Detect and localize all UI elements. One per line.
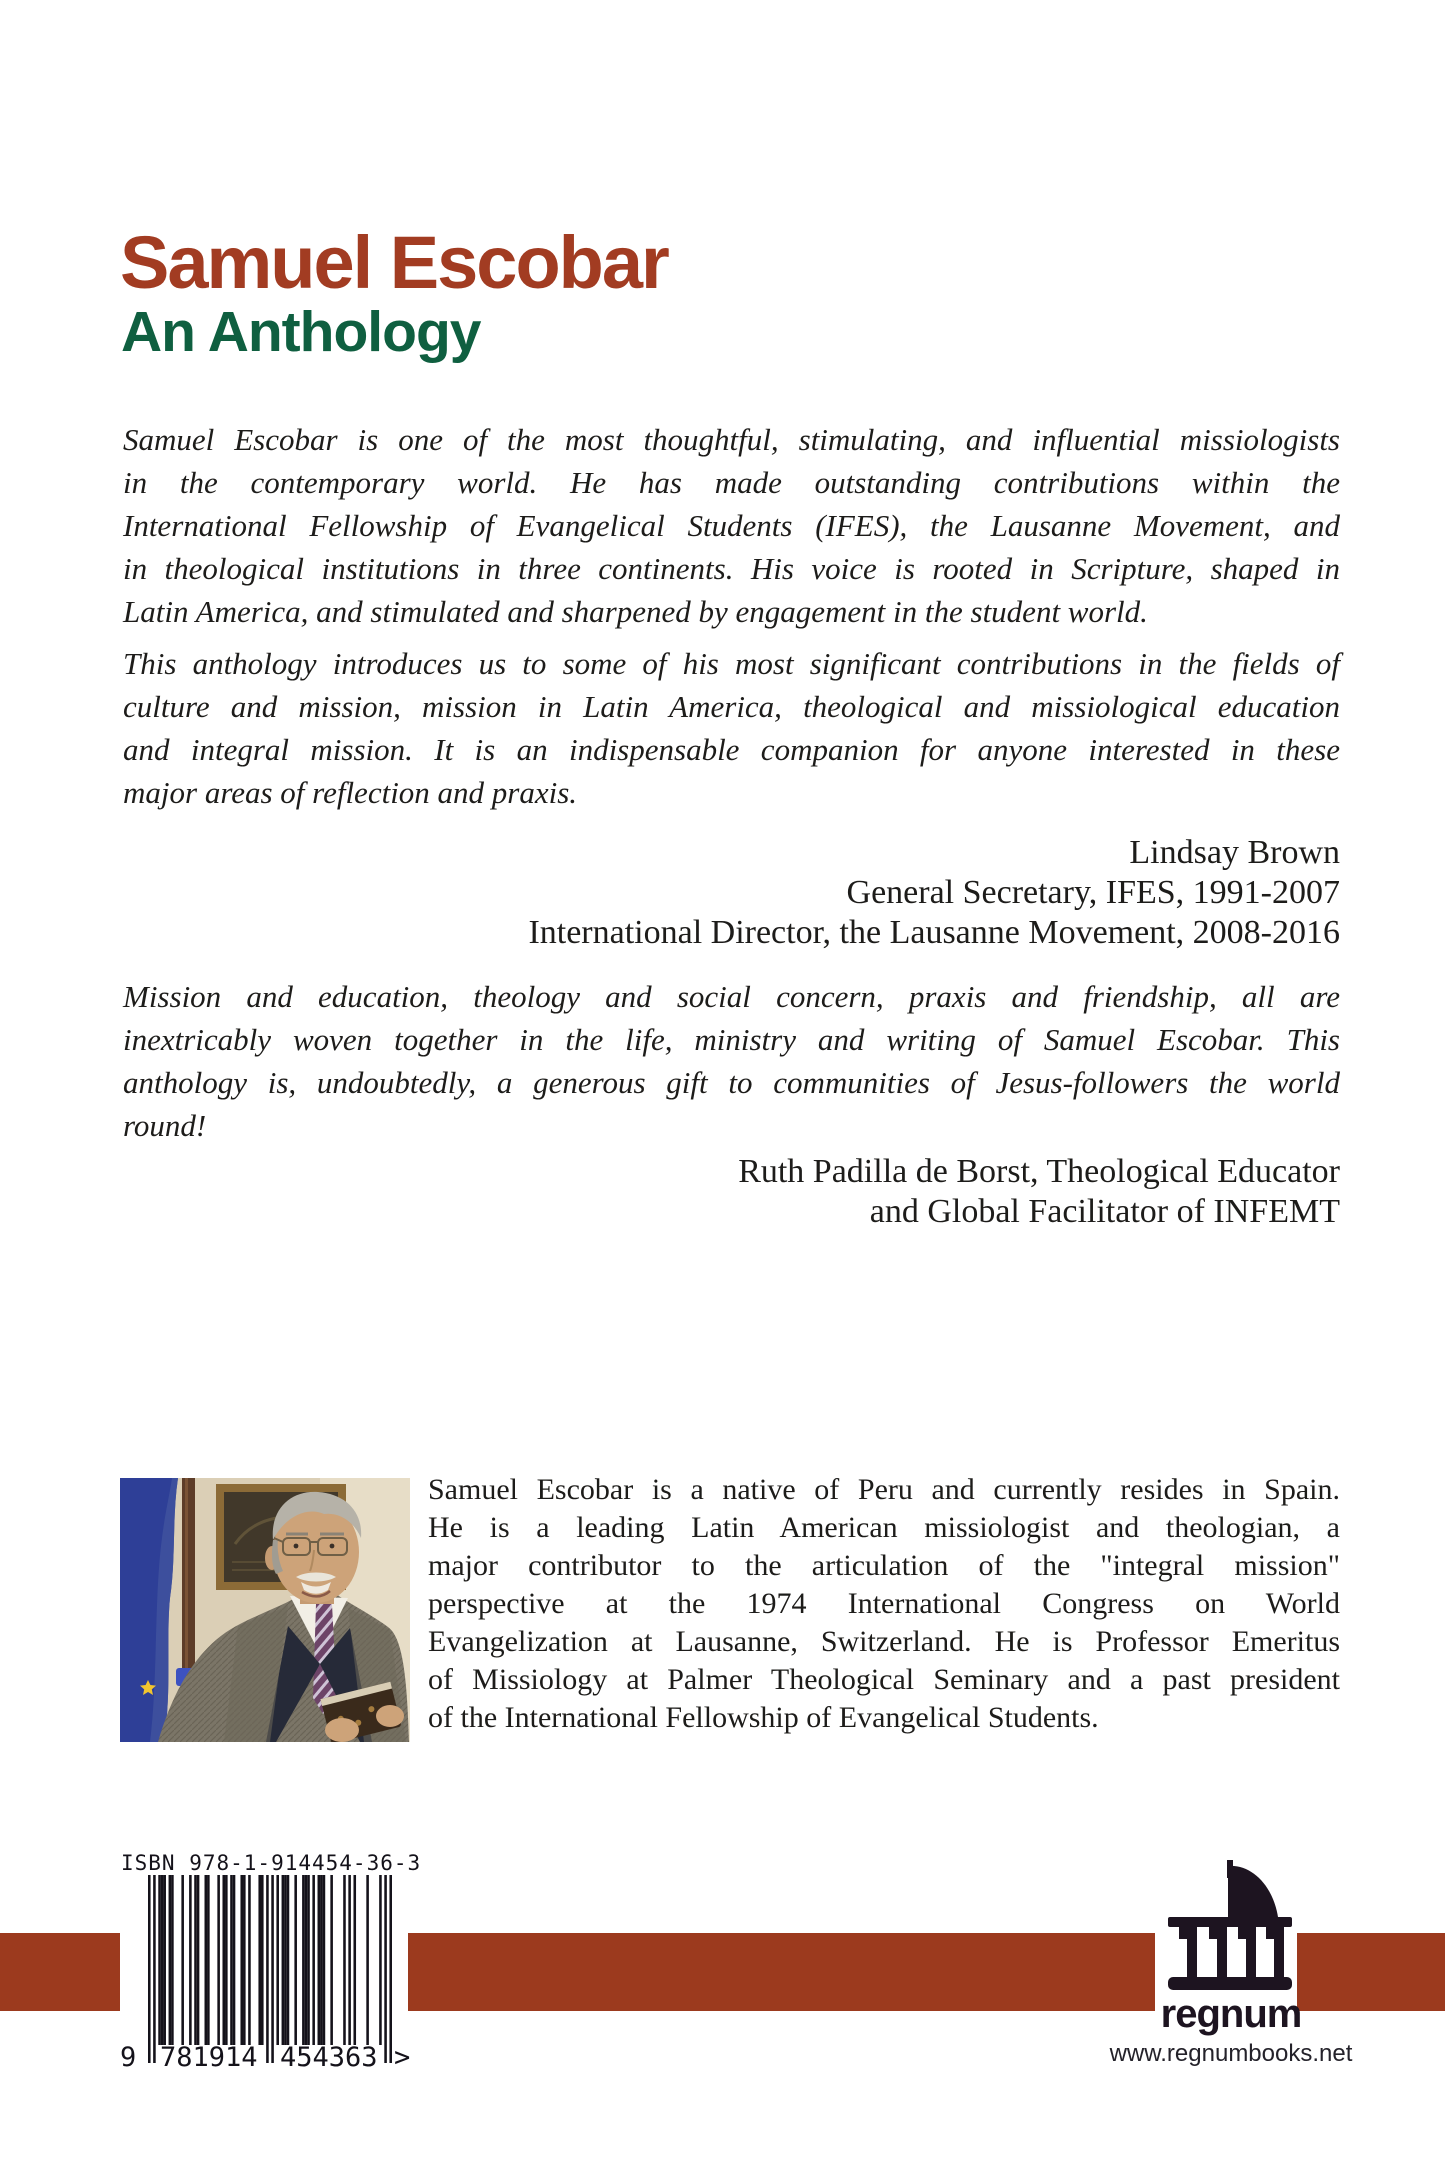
text-line: of the International Fellowship of Evangelical Students. xyxy=(428,1701,1099,1734)
barcode-digits-left: 781914 xyxy=(160,2042,258,2073)
endorsement-1-attribution xyxy=(240,833,1340,953)
text-line: major areas of reflection and praxis. xyxy=(123,775,578,810)
endorsement-2-attribution xyxy=(240,1152,1340,1232)
text-line: Samuel Escobar is a native of Peru and currently resides in Spain. xyxy=(428,1473,1340,1506)
text-line: Evangelization at Lausanne, Switzerland. He is Professor Emeritus xyxy=(428,1625,1340,1658)
text-line: and integral mission. It is an indispensable companion for anyone interested in these xyxy=(123,732,1340,767)
text-line: of Missiology at Palmer Theological Seminary and a past president xyxy=(428,1663,1340,1696)
text-line: inextricably woven together in the life, ministry and writing of Samuel Escobar. This xyxy=(123,1022,1340,1057)
text-line: Ruth Padilla de Borst, Theological Educator xyxy=(738,1153,1340,1190)
text-line: anthology is, undoubtedly, a generous gift to communities of Jesus-followers the world xyxy=(123,1065,1340,1100)
book-title: Samuel Escobar xyxy=(120,221,668,304)
barcode-digit-first: 9 xyxy=(120,2042,137,2073)
text-line: in theological institutions in three continents. His voice is rooted in Scripture, shaped in xyxy=(123,551,1340,586)
book-subtitle: An Anthology xyxy=(121,300,481,364)
text-line: Mission and education, theology and social concern, praxis and friendship, all are xyxy=(123,979,1340,1014)
text-line: He is a leading Latin American missiologist and theologian, a xyxy=(428,1511,1340,1544)
barcode-digits-right: 454363 xyxy=(280,2042,378,2073)
text-line: International Director, the Lausanne Movement, 2008-2016 xyxy=(528,914,1340,951)
text-line: International Fellowship of Evangelical Students (IFES), the Lausanne Movement, and xyxy=(123,508,1340,543)
text-line: Lindsay Brown xyxy=(1129,834,1340,871)
author-photo xyxy=(120,1478,410,1742)
text-line: in the contemporary world. He has made outstanding contributions within the xyxy=(123,465,1340,500)
publisher-name: regnum xyxy=(1160,1992,1302,2036)
maroon-band-center xyxy=(408,1933,1155,2011)
isbn-label: ISBN 978-1-914454-36-3 xyxy=(121,1851,422,1875)
isbn-barcode xyxy=(148,1875,392,2063)
logo-pillars xyxy=(1179,1927,1284,1979)
text-line: This anthology introduces us to some of his most significant contributions in the fields of xyxy=(123,646,1340,681)
author-bio xyxy=(428,1471,1340,1737)
regnum-logo-icon xyxy=(1168,1856,1292,1990)
text-line: culture and mission, mission in Latin America, theological and missiological education xyxy=(123,689,1340,724)
text-line: and Global Facilitator of INFEMT xyxy=(869,1193,1340,1230)
text-line: General Secretary, IFES, 1991-2007 xyxy=(846,874,1340,911)
barcode-digits xyxy=(120,2042,420,2078)
publisher-website: www.regnumbooks.net xyxy=(1109,2040,1353,2067)
barcode-quiet-zone-mark: > xyxy=(394,2042,411,2073)
text-line: perspective at the 1974 International Congress on World xyxy=(428,1587,1340,1620)
text-line: round! xyxy=(123,1108,207,1143)
endorsement-1-paragraph-2 xyxy=(123,642,1340,814)
maroon-band-left xyxy=(0,1933,120,2011)
endorsement-1-paragraph-1 xyxy=(123,418,1340,633)
endorsement-2-paragraph xyxy=(123,975,1340,1147)
text-line: Samuel Escobar is one of the most thoughtful, stimulating, and influential missiologists xyxy=(123,422,1340,457)
text-line: major contributor to the articulation of the "integral mission" xyxy=(428,1549,1340,1582)
text-line: Latin America, and stimulated and sharpened by engagement in the student world. xyxy=(123,594,1148,629)
